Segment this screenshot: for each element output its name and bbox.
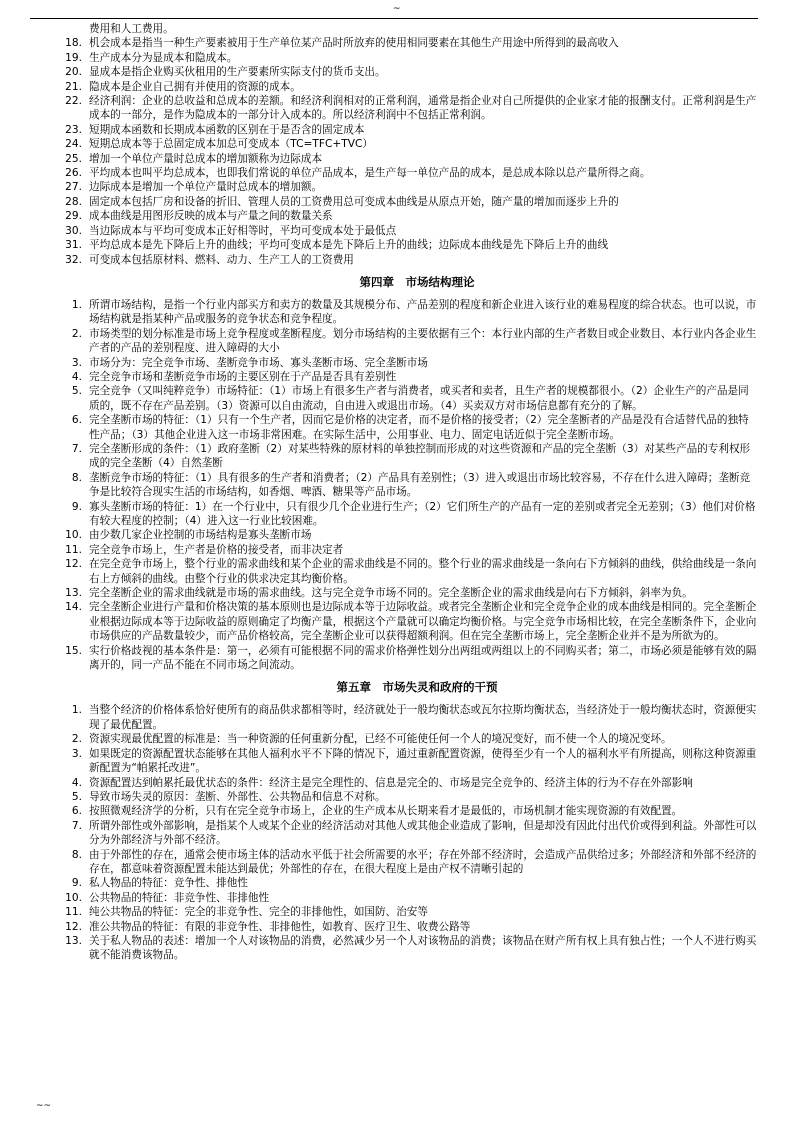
list-item <box>0 934 794 963</box>
item-number: 15. <box>65 644 82 657</box>
item-number: 9. <box>71 877 82 890</box>
item-number: 29. <box>65 210 82 223</box>
item-number: 31. <box>65 239 82 252</box>
item-text: 短期成本函数和长期成本函数的区别在于是否含的固定成本 <box>89 123 365 136</box>
item-text: 私人物品的特征：竞争性、排他性 <box>89 877 248 890</box>
item-text: 经济利润：企业的总收益和总成本的差额。和经济利润相对的正常利润，通常是指企业对自己所提供的企业家才能的报酬支付。正常利润是生产成本的一部分，是作为隐成本的一部分计入成本的。所以经济利润中不包括正常利润。 <box>89 95 757 122</box>
list-item <box>0 557 794 586</box>
item-text: 完全竞争市场上，生产者是价格的接受者，而非决定者 <box>89 543 344 556</box>
item-number: 7. <box>71 442 82 455</box>
list-item <box>0 891 794 905</box>
item-text: 增加一个单位产量时总成本的增加额称为边际成本 <box>89 152 323 165</box>
list-item <box>0 528 794 542</box>
item-number: 7. <box>71 819 82 832</box>
list-item <box>0 819 794 848</box>
item-text: 平均总成本是先下降后上升的曲线；平均可变成本是先下降后上升的曲线；边际成本曲线是先下降后上升的曲线 <box>89 239 609 252</box>
item-text: 完全垄断企业进行产量和价格决策的基本原则也是边际成本等于边际收益。或者完全垄断企业和完全竞争企业的成本曲线是相同的。完全垄断企业根据边际成本等于边际收益的原则确定了均衡产量，根据这个产量就可以确定均衡价格。与完全竞争市场相比较，在完全垄断条件下，企业向市场供应的产品数量较少，而产品价格较高，完全垄断企业可以获得超额利润。但在完全垄断市场上，完全垄断企业并不是为所欲为的。 <box>89 601 757 643</box>
list-item <box>0 253 794 267</box>
item-text: 完全垄断市场的特征：（1）只有一个生产者，因而它是价格的决定者，而不是价格的接受者；（2）完全垄断者的产品是没有合适替代品的独特性产品；（3）其他企业进入这一市场非常困难。在实际生活中，公用事业、电力、固定电话近似于完全垄断市场。 <box>89 414 749 441</box>
item-number: 13. <box>65 587 82 600</box>
list-item <box>0 804 794 818</box>
item-text: 准公共物品的特征：有限的非竞争性、非排他性，如教育、医疗卫生、收费公路等 <box>89 920 471 933</box>
item-number: 18. <box>65 37 82 50</box>
item-text: 生产成本分为显成本和隐成本。 <box>89 51 238 64</box>
item-text: 平均成本也叫平均总成本，也即我们常说的单位产品成本，是生产每一单位产品的成本，是总成本除以总产量所得之商。 <box>89 167 651 180</box>
list-item <box>0 876 794 890</box>
list-item <box>0 644 794 673</box>
item-text: 在完全竞争市场上，整个行业的需求曲线和某个企业的需求曲线是不同的。整个行业的需求曲线是一条向右下方倾斜的曲线，供给曲线是一条向右上方倾斜的曲线。由整个行业的供求决定其均衡价格。 <box>89 558 757 585</box>
item-text: 所谓市场结构，是指一个行业内部买方和卖方的数量及其规模分布、产品差别的程度和新企业进入该行业的难易程度的综合状态。也可以说，市场结构就是指某种产品或服务的竞争状态和竞争程度。 <box>89 298 757 326</box>
list-item <box>0 370 794 384</box>
list-item <box>0 848 794 877</box>
list-item <box>0 920 794 934</box>
continuation-text: 费用和人工费用。 <box>89 23 174 35</box>
item-text: 完全竞争市场和垄断竞争市场的主要区别在于产品是否具有差别性 <box>89 370 397 383</box>
item-number: 25. <box>65 152 82 165</box>
list-item <box>0 51 794 65</box>
chapter-5-title: 第五章 市场失灵和政府的干预 <box>336 680 498 695</box>
chapter-4-list <box>0 298 794 673</box>
item-text: 导致市场失灵的原因：垄断、外部性、公共物品和信息不对称。 <box>89 790 386 803</box>
list-item <box>0 36 794 50</box>
item-number: 4. <box>71 370 82 383</box>
item-number: 3. <box>71 747 82 760</box>
list-item <box>0 747 794 776</box>
item-number: 14. <box>65 601 82 614</box>
item-number: 30. <box>65 224 82 237</box>
item-number: 3. <box>71 356 82 369</box>
list-item <box>0 442 794 471</box>
item-number: 2. <box>71 733 82 746</box>
chapter-4-title: 第四章 市场结构理论 <box>359 274 475 289</box>
item-text: 显成本是指企业购买伙租用的生产要素所实际支付的货币支出。 <box>89 66 386 79</box>
item-text: 可变成本包括原材料、燃料、动力、生产工人的工资费用 <box>89 253 354 266</box>
item-number: 32. <box>65 253 82 266</box>
item-text: 边际成本是增加一个单位产量时总成本的增加额。 <box>89 181 323 194</box>
item-number: 12. <box>65 920 82 933</box>
item-text: 按照微观经济学的分析，只有在完全竞争市场上，企业的生产成本从长期来看才是最低的，市场机制才能实现资源的有效配置。 <box>89 805 683 818</box>
chapter-5-list <box>0 703 794 962</box>
item-text: 由少数几家企业控制的市场结构是寡头垄断市场 <box>89 529 312 542</box>
item-text: 垄断竞争市场的特征：（1）具有很多的生产者和消费者；（2）产品具有差别性；（3）进入或退出市场比较容易，不存在什么进入障碍；垄断竞争是比较符合现实生活的市场结构，如香烟、啤酒、糖果等产品市场。 <box>89 471 751 499</box>
item-number: 2. <box>71 327 82 340</box>
item-number: 11. <box>65 543 82 556</box>
header-mark: ~ <box>393 4 401 14</box>
list-item <box>0 238 794 252</box>
item-text: 寡头垄断市场的特征：1）在一个行业中，只有很少几个企业进行生产；（2）它们所生产的产品有一定的差别或者完全无差别；（3）他们对价格有较大程度的控制；（4）进入这一行业比较困难。 <box>89 500 756 527</box>
list-item <box>0 776 794 790</box>
item-text: 由于外部性的存在，通常会使市场主体的活动水平低于社会所需要的水平；存在外部不经济时，会造成产品供给过多；外部经济和外部不经济的存在，都意味着资源配置未能达到最优；外部性的存在，在很大程度上是由产权不清晰引起的 <box>89 848 757 875</box>
list-item <box>0 732 794 746</box>
list-item <box>0 224 794 238</box>
item-number: 4. <box>71 776 82 789</box>
list-item <box>0 209 794 223</box>
list-item <box>0 94 794 123</box>
item-number: 10. <box>65 891 82 904</box>
item-number: 10. <box>65 529 82 542</box>
item-text: 完全垄断形成的条件：（1）政府垄断（2）对某些特殊的原材料的单独控制而形成的对这些资源和产品的完全垄断（3）对某些产品的专利权形成的完全垄断（4）自然垄断 <box>89 442 751 470</box>
item-text: 短期总成本等于总固定成本加总可变成本（TC=TFC+TVC） <box>89 138 373 151</box>
item-text: 关于私人物品的表述：增加一个人对该物品的消费，必然减少另一个人对该物品的消费；该物品在财产所有权上具有独占性；一个人不进行购买就不能消费该物品。 <box>89 934 757 962</box>
list-item <box>0 152 794 166</box>
list-item <box>0 586 794 600</box>
item-text: 如果既定的资源配置状态能够在其他人福利水平不下降的情况下，通过重新配置资源，使得至少有一个人的福利水平有所提高，则称这种资源重新配置为“帕累托改进”。 <box>89 747 757 775</box>
item-number: 13. <box>65 934 82 947</box>
item-text: 成本曲线是用图形反映的成本与产量之间的数量关系 <box>89 210 333 223</box>
item-number: 22. <box>65 95 82 108</box>
header-rule <box>30 18 758 19</box>
item-number: 8. <box>71 848 82 861</box>
list-item <box>0 298 794 327</box>
item-number: 12. <box>65 558 82 571</box>
list-item <box>0 327 794 356</box>
list-item <box>0 471 794 500</box>
list-item <box>0 65 794 79</box>
item-text: 资源实现最优配置的标准是：当一种资源的任何重新分配，已经不可能使任何一个人的境况变好，而不使一个人的境况变坏。 <box>89 733 672 746</box>
item-number: 27. <box>65 181 82 194</box>
item-text: 当边际成本与平均可变成本正好相等时，平均可变成本处于最低点 <box>89 224 397 237</box>
list-item <box>0 195 794 209</box>
item-number: 26. <box>65 167 82 180</box>
item-number: 23. <box>65 123 82 136</box>
item-number: 24. <box>65 138 82 151</box>
list-item <box>0 600 794 643</box>
list-item <box>0 413 794 442</box>
list-item <box>0 80 794 94</box>
list-item <box>0 356 794 370</box>
item-number: 8. <box>71 471 82 484</box>
item-number: 11. <box>65 906 82 919</box>
item-text: 资源配置达到帕累托最优状态的条件：经济主是完全理性的、信息是完全的、市场是完全竞争的、经济主体的行为不存在外部影响 <box>89 776 693 789</box>
item-text: 隐成本是企业自己拥有并使用的资源的成本。 <box>89 80 301 93</box>
list-item <box>0 905 794 919</box>
item-number: 5. <box>71 790 82 803</box>
list-item <box>0 384 794 413</box>
item-number: 19. <box>65 51 82 64</box>
item-text: 市场类型的划分标准是市场上竞争程度或垄断程度。划分市场结构的主要依据有三个：本行业内部的生产者数目或企业数目、本行业内各企业生产者的产品的差别程度、进入障碍的大小 <box>89 327 757 355</box>
item-text: 市场分为：完全竞争市场、垄断竞争市场、寡头垄断市场、完全垄断市场 <box>89 356 428 369</box>
item-number: 6. <box>71 805 82 818</box>
item-number: 5. <box>71 385 82 398</box>
list-item <box>0 166 794 180</box>
list-item <box>0 123 794 137</box>
item-number: 28. <box>65 195 82 208</box>
list-item <box>0 543 794 557</box>
item-text: 纯公共物品的特征：完全的非竞争性、完全的非排他性，如国防、治安等 <box>89 906 428 919</box>
document-body <box>0 22 794 963</box>
list-item <box>0 137 794 151</box>
item-number: 6. <box>71 414 82 427</box>
list-item <box>0 180 794 194</box>
item-number: 1. <box>71 298 82 311</box>
list-item <box>0 703 794 732</box>
item-number: 1. <box>71 704 82 717</box>
list-item <box>0 500 794 529</box>
footer-mark: ~~ <box>36 1101 52 1111</box>
item-text: 当整个经济的价格体系恰好使所有的商品供求都相等时，经济就处于一般均衡状态或瓦尔拉斯均衡状态，当经济处于一般均衡状态时，资源便实现了最优配置。 <box>89 704 757 731</box>
item-text: 完全垄断企业的需求曲线就是市场的需求曲线。这与完全竞争市场不同的。完全垄断企业的需求曲线是向右下方倾斜，斜率为负。 <box>89 587 693 600</box>
item-text: 固定成本包括厂房和设备的折旧、管理人员的工资费用总可变成本曲线是从原点开始，随产量的增加而逐步上升的 <box>89 195 619 208</box>
item-number: 21. <box>65 80 82 93</box>
cost-theory-list <box>0 36 794 267</box>
item-text: 所谓外部性或外部影响，是指某个人或某个企业的经济活动对其他人或其他企业造成了影响，但是却没有因此付出代价或得到利益。外部性可以分为外部经济与外部不经济。 <box>89 819 757 847</box>
item-number: 9. <box>71 500 82 513</box>
item-text: 机会成本是指当一种生产要素被用于生产单位某产品时所放弃的使用相同要素在其他生产用途中所得到的最高收入 <box>89 37 619 50</box>
item-number: 20. <box>65 66 82 79</box>
item-text: 完全竞争（又叫纯粹竞争）市场特征：（1）市场上有很多生产者与消费者，或买者和卖者，且生产者的规模都很小。（2）企业生产的产品是同质的，既不存在产品差别。（3）资源可以自由流动，自由进入或退出市场。（4）买卖双方对市场信息都有充分的了解。 <box>89 385 749 412</box>
list-item <box>0 790 794 804</box>
item-text: 实行价格歧视的基本条件是：第一，必须有可能根据不同的需求价格弹性划分出两组或两组以上的不同购买者；第二，市场必须是能够有效的隔离开的，同一产品不能在不同市场之间流动。 <box>89 644 757 672</box>
item-text: 公共物品的特征：非竞争性、非排他性 <box>89 891 270 904</box>
